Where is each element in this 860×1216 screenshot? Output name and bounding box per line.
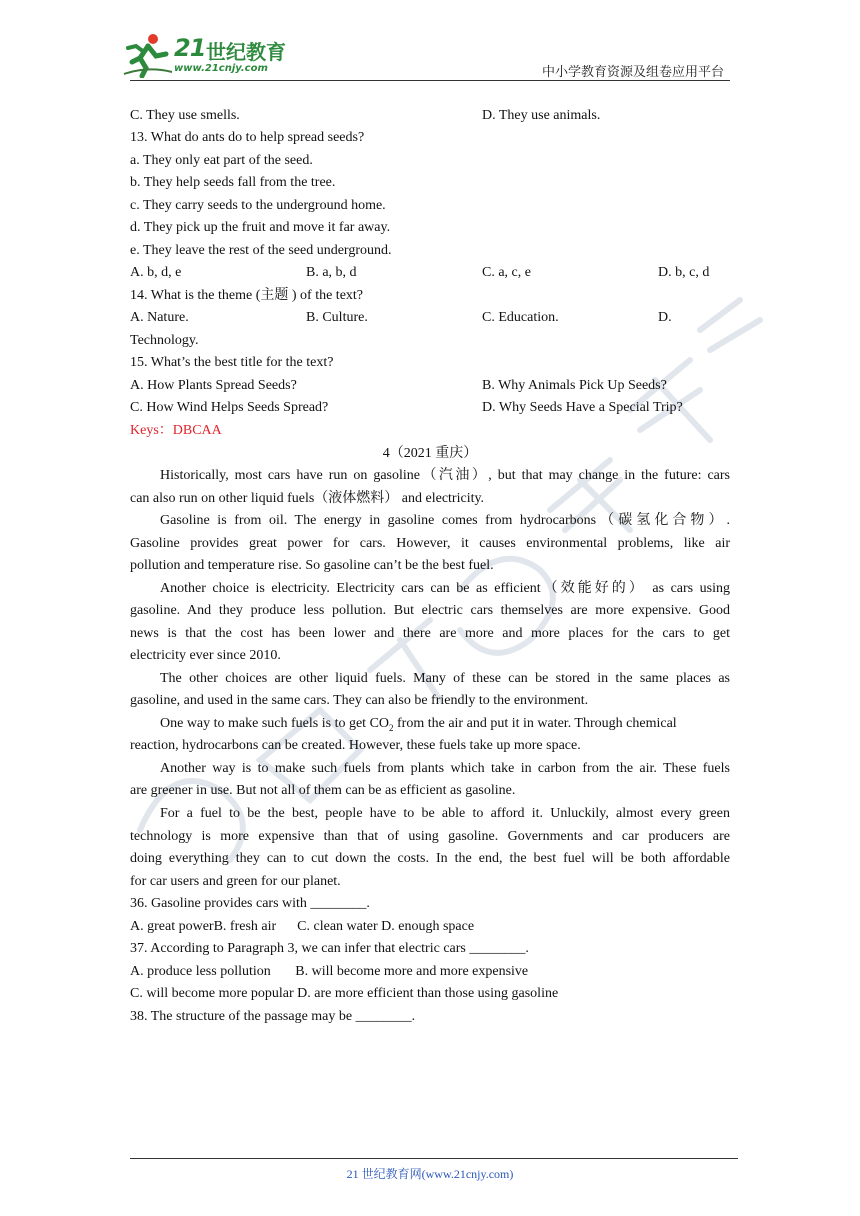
paragraph-line: Gasoline provides great power for cars. However, it causes environmental problems, like air: [130, 536, 730, 551]
option-text: A. How Plants Spread Seeds?: [130, 378, 297, 393]
option-row: A. produce less pollution B. will become more and more expensive: [130, 964, 529, 979]
paragraph-line: are greener in use. But not all of them can be as efficient as gasoline.: [130, 783, 516, 798]
option-text: B. Culture.: [306, 310, 368, 325]
option-text: C. How Wind Helps Seeds Spread?: [130, 400, 329, 415]
question-37: 37. According to Paragraph 3, we can infer that electric cars ________.: [130, 941, 529, 956]
paragraph-text: One way to make such fuels is to get CO: [160, 716, 390, 731]
paragraph-line: news is that the cost has been lower and there are more and more places for the cars to get: [130, 626, 730, 641]
logo-text: 世纪教育: [206, 40, 286, 64]
question-13: 13. What do ants do to help spread seeds?: [130, 130, 365, 145]
answer-keys: Keys：DBCAA: [130, 423, 222, 438]
paragraph-line: reaction, hydrocarbons can be created. However, these fuels take up more space.: [130, 738, 581, 753]
option-text: D. They use animals.: [482, 108, 601, 123]
option-row: C. will become more popular D. are more efficient than those using gasoline: [130, 986, 559, 1001]
paragraph-line: pollution and temperature rise. So gasoline can’t be the best fuel.: [130, 558, 494, 573]
paragraph-line: technology is more expensive than that of using gasoline. Governments and car producers are: [130, 829, 730, 844]
option-text: D. b, c, d: [658, 265, 710, 280]
option-row: A. great powerB. fresh air C. clean water D. enough space: [130, 919, 475, 934]
paragraph-line: for car users and green for our planet.: [130, 874, 341, 889]
option-text: C. a, c, e: [482, 265, 531, 280]
option-text: A. Nature.: [130, 310, 189, 325]
question-38: 38. The structure of the passage may be ________.: [130, 1009, 416, 1024]
option-row: [130, 308, 730, 328]
paragraph-line: Another way is to make such fuels from plants which take in carbon from the air. These fuels: [160, 761, 730, 776]
header-divider: [130, 80, 730, 81]
question-14: 14. What is the theme (主题 ) of the text?: [130, 288, 364, 303]
question-36: 36. Gasoline provides cars with ________.: [130, 896, 370, 911]
paragraph-line: can also run on other liquid fuels（液体燃料） and electricity.: [130, 491, 485, 506]
option-row: [130, 376, 730, 396]
paragraph-line: [160, 714, 730, 734]
page-header: [0, 0, 860, 90]
header-platform-text: 中小学教育资源及组卷应用平台: [541, 64, 724, 79]
footer-divider: [130, 1158, 738, 1159]
option-text: A. b, d, e: [130, 265, 182, 280]
option-text: C. Education.: [482, 310, 559, 325]
footer-link[interactable]: 21 世纪教育网(www.21cnjy.com): [346, 1167, 514, 1181]
paragraph-line: Another choice is electricity. Electricity cars can be as efficient（效能好的） as cars using: [160, 581, 730, 596]
statement-line: e. They leave the rest of the seed underground.: [130, 243, 392, 258]
paragraph-line: The other choices are other liquid fuels. Many of these can be stored in the same places as: [160, 671, 730, 686]
option-text: D. Why Seeds Have a Special Trip?: [482, 400, 683, 415]
paragraph-line: For a fuel to be the best, people have to be able to afford it. Unluckily, almost every green: [160, 806, 730, 821]
paragraph-line: Historically, most cars have run on gasoline（汽油）, but that may change in the future: cars: [160, 468, 730, 483]
option-text: B. Why Animals Pick Up Seeds?: [482, 378, 667, 393]
option-text: C. They use smells.: [130, 108, 240, 123]
paragraph-line: gasoline. And they produce less pollution. But electric cars themselves are more expensive. Good: [130, 603, 730, 618]
option-row: [130, 398, 730, 418]
section-title: 4（2021 重庆）: [382, 446, 478, 461]
site-logo: [122, 32, 292, 80]
paragraph-line: gasoline, and used in the same cars. They can also be friendly to the environment.: [130, 693, 589, 708]
paragraph-line: electricity ever since 2010.: [130, 648, 281, 663]
statement-line: c. They carry seeds to the underground home.: [130, 198, 386, 213]
option-row: [130, 106, 730, 126]
logo-number: 21: [174, 34, 206, 62]
paragraph-text: from the air and put it in water. Through chemical: [393, 716, 677, 731]
paragraph-line: Gasoline is from oil. The energy in gasoline comes from hydrocarbons（碳氢化合物）.: [160, 513, 730, 528]
logo-url: www.21cnjy.com: [174, 63, 268, 74]
option-text: Technology.: [130, 333, 199, 348]
option-row: [130, 263, 730, 283]
statement-line: a. They only eat part of the seed.: [130, 153, 313, 168]
option-text: D.: [658, 310, 672, 325]
runner-logo-icon: [122, 32, 174, 78]
paragraph-line: doing everything they can to cut down the costs. In the end, the best fuel will be both affordable: [130, 851, 730, 866]
option-text: B. a, b, d: [306, 265, 357, 280]
question-15: 15. What’s the best title for the text?: [130, 355, 334, 370]
statement-line: b. They help seeds fall from the tree.: [130, 175, 336, 190]
subscript-text: 2: [389, 722, 394, 733]
statement-line: d. They pick up the fruit and move it far away.: [130, 220, 391, 235]
